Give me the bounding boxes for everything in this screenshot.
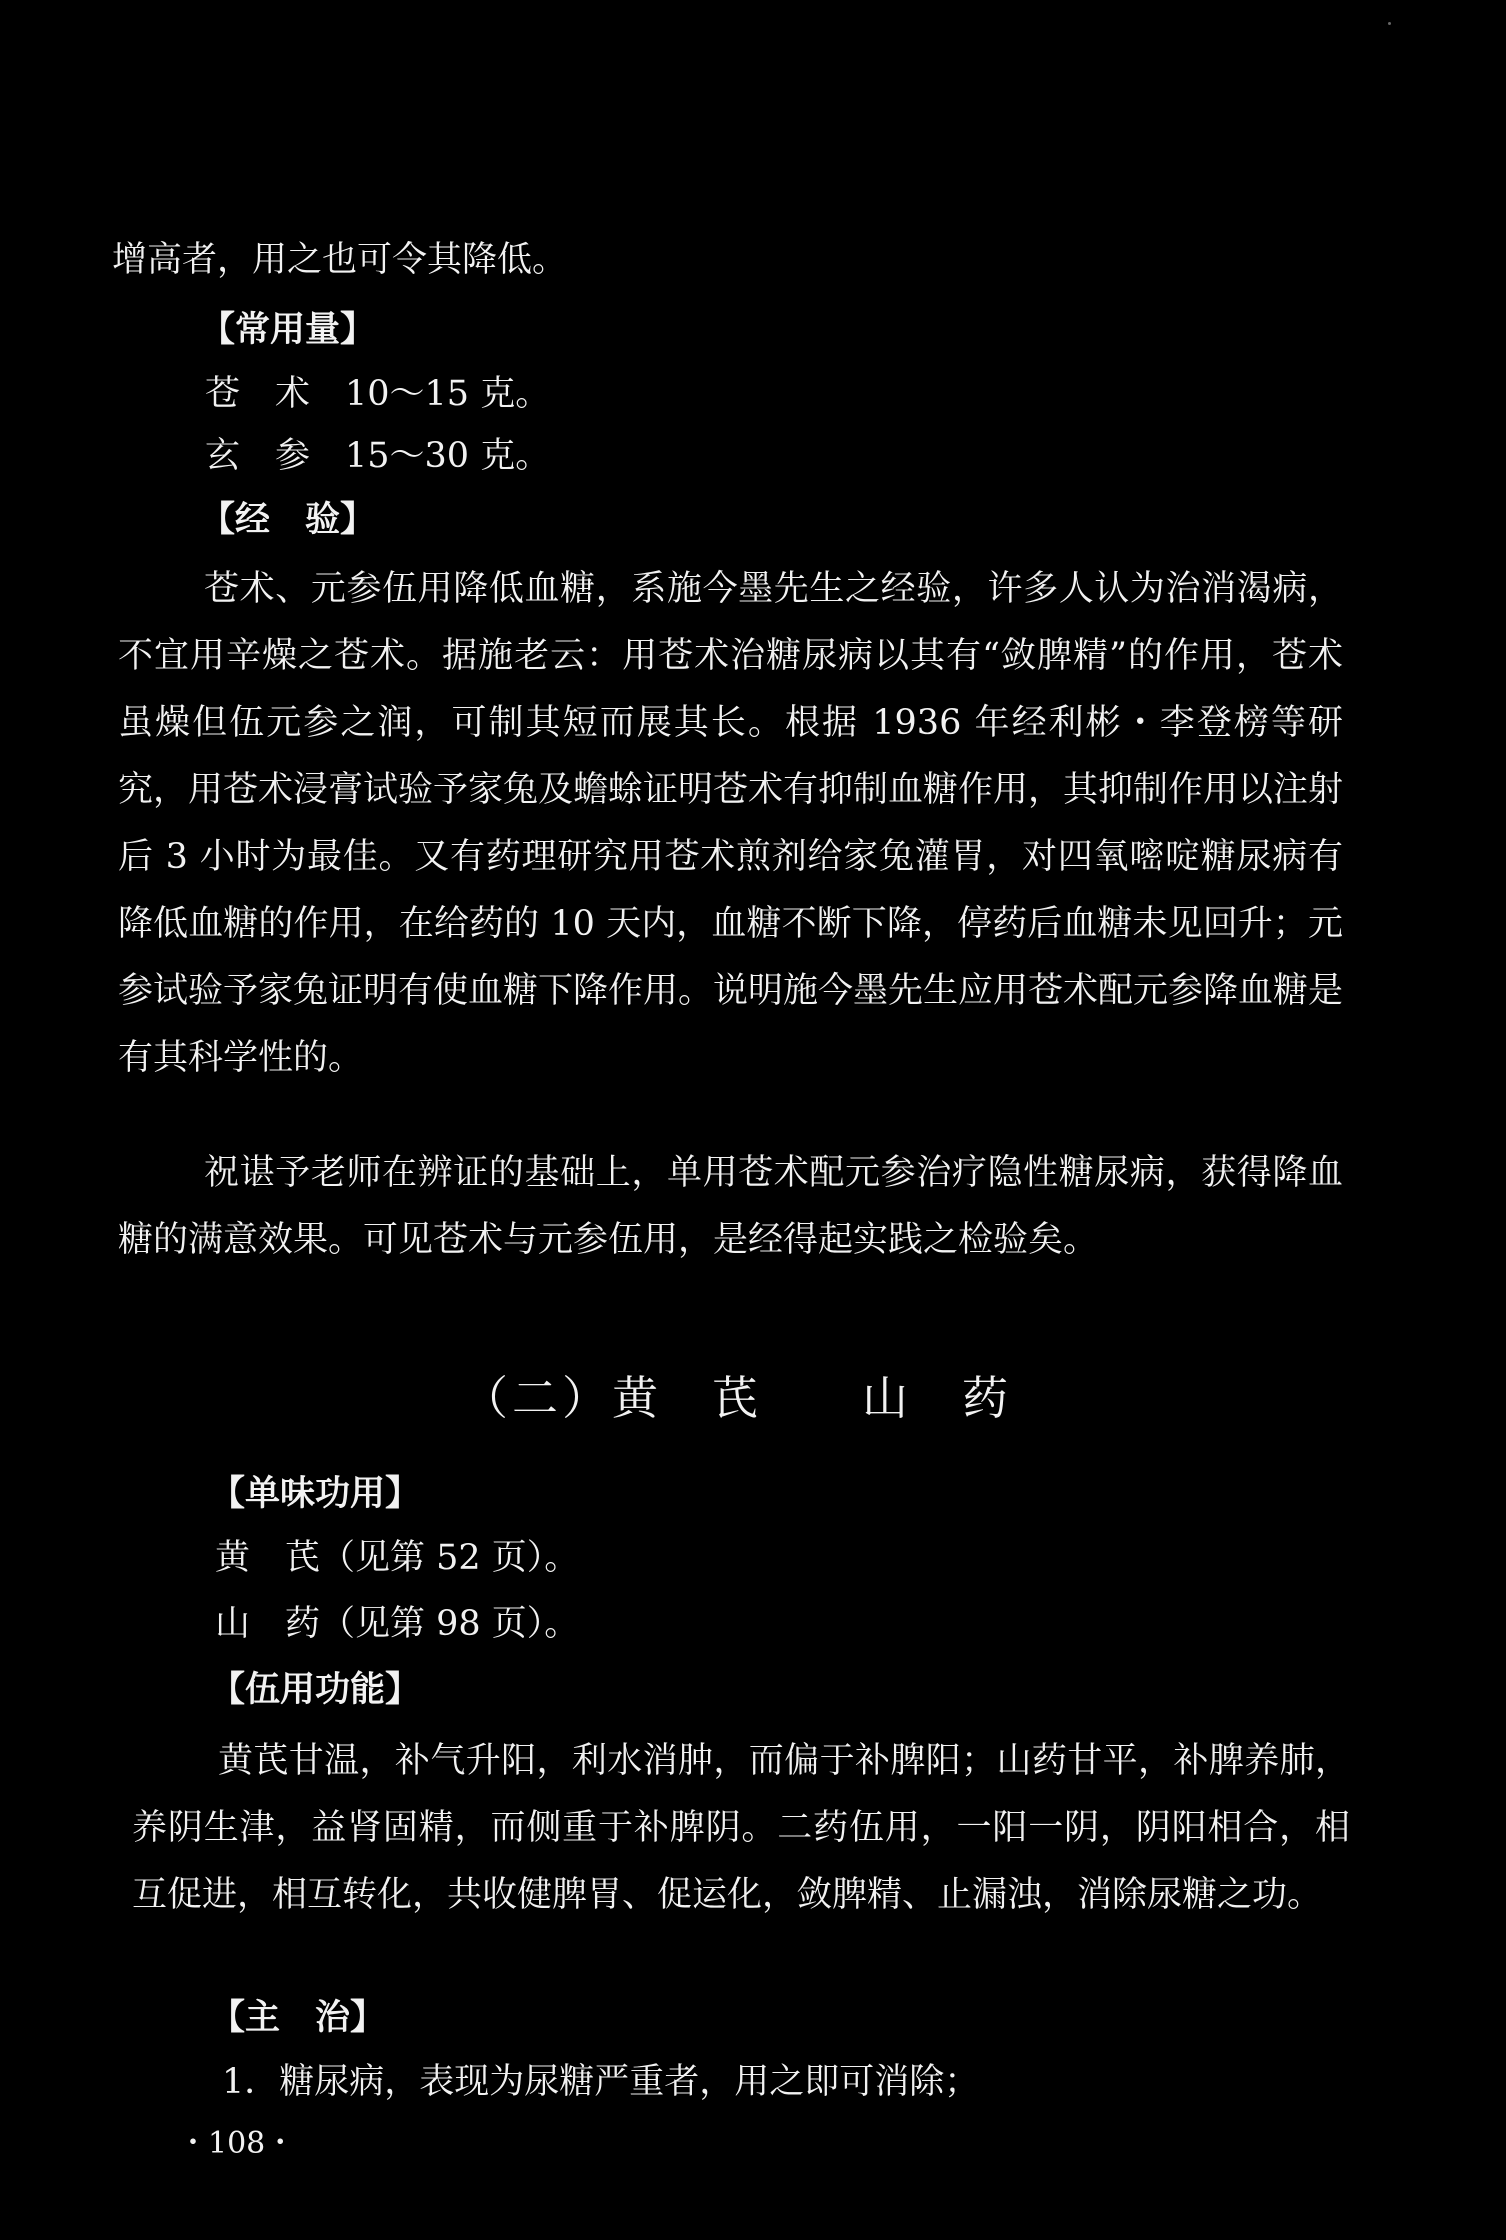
scan-speck — [1388, 22, 1391, 25]
intro-continuation-line: 增高者，用之也可令其降低。 — [112, 240, 568, 280]
combined-function-paragraph: 黄芪甘温，补气升阳，利水消肿，而偏于补脾阳；山药甘平，补脾养肺，养阴生津，益肾固精，而侧重于补脾阴。二药伍用，一阳一阴，阴阳相合，相互促进，相互转化，共收健脾胃、促运化，敛脾精、止漏浊，消除尿糖之功。 — [132, 1741, 1350, 1915]
experience-heading: 【经 验】 — [200, 500, 376, 540]
dosage-line-cangzhu: 苍 术 10～15 克。 — [205, 374, 551, 414]
experience-paragraph-2: 祝谌予老师在辨证的基础上，单用苍术配元参治疗隐性糖尿病，获得降血糖的满意效果。可见苍术与元参伍用，是经得起实践之检验矣。 — [118, 1153, 1343, 1260]
indication-heading: 【主 治】 — [210, 1998, 386, 2038]
experience-paragraph-1: 苍术、元参伍用降低血糖，系施今墨先生之经验，许多人认为治消渴病，不宜用辛燥之苍术。据施老云：用苍术治糖尿病以其有“敛脾精”的作用，苍术虽燥但伍元参之润，可制其短而展其长。根据 1936 年经利彬・李登榜等研究，用苍术浸膏试验予家兔及蟾蜍证明苍术有抑制血糖作用，其抑制作用以注射后 3 小时为最佳。又有药理研究用苍术煎剂给家兔灌胃，对四氧嘧啶糖尿病有降低血糖的作用，在给药的 10 天内，血糖不断下降，停药后血糖未见回升；元参试验予家兔证明有使血糖下降作用。说明施今墨先生应用苍术配元参降血糖是有其科学性的。 — [118, 569, 1344, 1078]
combined-function-heading: 【伍用功能】 — [210, 1670, 421, 1710]
single-function-huangqi: 黄 芪（见第 52 页）。 — [215, 1538, 580, 1578]
section-title: （二）黄 芪 山 药 — [462, 1371, 1012, 1425]
single-function-heading: 【单味功用】 — [210, 1474, 421, 1514]
page-number: ・108・ — [178, 2126, 296, 2161]
dosage-line-xuanshen: 玄 参 15～30 克。 — [205, 436, 551, 476]
dosage-heading: 【常用量】 — [200, 310, 376, 350]
indication-item-1: 1．糖尿病，表现为尿糖严重者，用之即可消除； — [222, 2062, 980, 2102]
single-function-shanyao: 山 药（见第 98 页）。 — [215, 1604, 580, 1644]
